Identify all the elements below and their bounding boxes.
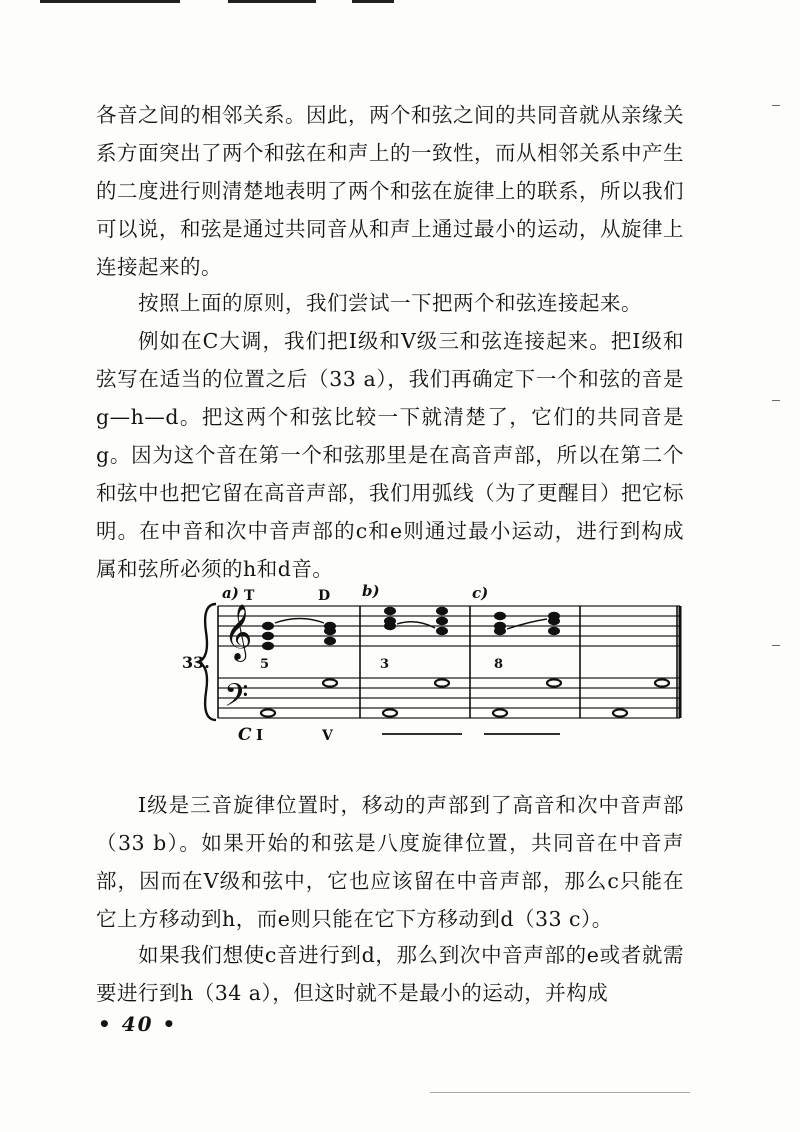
section-label-c: c) (472, 584, 489, 602)
position-number-c: 8 (494, 657, 504, 672)
degree-label-1: I (256, 726, 264, 744)
paragraph-3: 例如在C大调，我们把Ⅰ级和Ⅴ级三和弦连接起来。把Ⅰ级和弦写在适当的位置之后（33 a），我们再确定下一个和弦的音是g—h—d。把这两个和弦比较一下就清楚了，它们的共同音是g。因为这个音在第一个和弦那里是在高音声部，所以在第二个和弦中也把它留在高音声部，我们用弧线（为了更醒目）把它标明。在中音和次中音声部的c和e则通过最小运动，进行到构成属和弦所必须的h和d音。 (96, 329, 684, 581)
note-head (435, 679, 449, 686)
note-head (548, 627, 560, 635)
note-head (494, 627, 506, 635)
scan-mark (772, 400, 780, 401)
note-head (548, 612, 560, 620)
paragraph-2: 按照上面的原则，我们尝试一下把两个和弦连接起来。 (138, 291, 642, 315)
note-head (436, 617, 448, 625)
note-head (436, 607, 448, 615)
barlines (218, 606, 680, 718)
section-label-b: b) (362, 582, 380, 600)
position-number-b: 3 (380, 657, 390, 672)
musical-example-33 (180, 578, 700, 748)
top-edge-rule (40, 0, 180, 3)
note-head (324, 622, 336, 630)
scan-mark (772, 105, 780, 106)
note-head (384, 622, 396, 630)
treble-clef-icon: 𝄞 (224, 604, 253, 660)
example-number: 33. (182, 653, 210, 672)
note-head (262, 632, 274, 640)
note-head (324, 637, 336, 645)
scan-mark (772, 645, 780, 646)
note-head (383, 709, 397, 716)
tie-arc (275, 619, 324, 624)
page-number: • 40 • (98, 1012, 178, 1036)
note-head (613, 709, 627, 716)
note-head (261, 709, 275, 716)
paragraph-5: 如果我们想使c音进行到d，那么到次中音声部的e或者就需要进行到h（34 a），但这时就不是最小的运动，并构成 (96, 943, 684, 1005)
section-label-a: a) (222, 584, 239, 602)
ties (275, 619, 547, 630)
tie-arc (397, 622, 435, 628)
treble-chords (262, 607, 560, 650)
paragraph-1: 各音之间的相邻关系。因此，两个和弦之间的共同音就从亲缘关系方面突出了两个和弦在和声上的一致性，而从相邻关系中产生的二度进行则清楚地表明了两个和弦在旋律上的联系，所以我们可以说，和弦是通过共同音从和声上通过最小的运动，从旋律上连接起来的。 (96, 103, 684, 279)
tie-arc (507, 619, 547, 629)
note-head (384, 607, 396, 615)
top-edge-rule (228, 0, 316, 3)
note-head (262, 642, 274, 650)
top-edge-rule (352, 0, 394, 3)
note-head (262, 622, 274, 630)
note-head (436, 627, 448, 635)
treble-staff (218, 606, 680, 646)
note-head (655, 679, 669, 686)
function-label-dominant: D (318, 588, 331, 604)
scan-mark (430, 1092, 690, 1093)
position-number-a: 5 (260, 657, 270, 672)
note-head (547, 679, 561, 686)
degree-label-5: V (322, 728, 333, 744)
note-head (323, 679, 337, 686)
bass-clef-icon: 𝄢 (224, 677, 249, 721)
function-label-tonic: T (244, 588, 255, 604)
paragraph-4: Ⅰ级是三音旋律位置时，移动的声部到了高音和次中音声部（33 b）。如果开始的和弦是八度旋律位置，共同音在中音声部，因而在Ⅴ级和弦中，它也应该留在中音声部，那么c只能在它上方移动到h，而e则只能在它下方移动到d（33 c）。 (96, 793, 684, 931)
music-staff-figure (180, 578, 700, 744)
note-head (494, 612, 506, 620)
note-head (493, 709, 507, 716)
key-label: C (238, 725, 252, 744)
